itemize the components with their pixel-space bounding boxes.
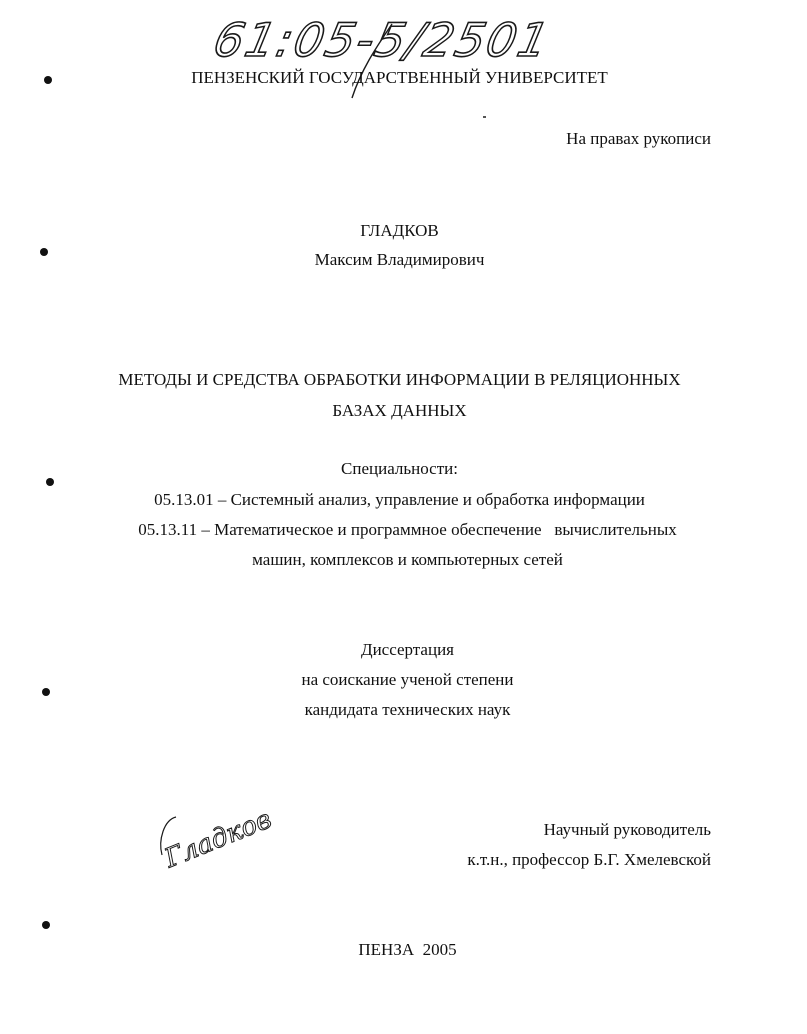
author-name: Максим Владимирович: [314, 250, 485, 269]
author-surname: ГЛАДКОВ: [360, 221, 439, 240]
city-year: ПЕНЗА 2005: [358, 940, 457, 959]
supervisor-label: Научный руководитель: [543, 820, 711, 839]
specialty-line-2: 05.13.11 – Математическое и программное обеспечение вычислительных: [138, 520, 677, 539]
author-signature: [150, 795, 276, 875]
supervisor-name: к.т.н., профессор Б.Г. Хмелевской: [467, 850, 711, 869]
scan-speck: [483, 116, 486, 118]
archive-number-text: 61:05-5/2501: [209, 13, 556, 67]
dissertation-title-line-2: БАЗАХ ДАННЫХ: [332, 401, 467, 420]
degree-line-2: на соискание ученой степени: [301, 670, 514, 689]
manuscript-note: На правах рукописи: [566, 129, 711, 148]
margin-dot: [46, 478, 54, 486]
specialties-heading: Специальности:: [341, 459, 458, 478]
university-name: ПЕНЗЕНСКИЙ ГОСУДАРСТВЕННЫЙ УНИВЕРСИТЕТ: [191, 68, 608, 87]
degree-line-3: кандидата технических наук: [304, 700, 511, 719]
dissertation-title-line-1: МЕТОДЫ И СРЕДСТВА ОБРАБОТКИ ИНФОРМАЦИИ В РЕЛЯЦИОННЫХ: [118, 370, 681, 389]
signature-text: Гладков: [160, 804, 276, 875]
degree-line-1: Диссертация: [360, 640, 454, 659]
pen-stroke: [340, 22, 400, 102]
specialty-line-3: машин, комплексов и компьютерных сетей: [252, 550, 563, 569]
specialty-line-1: 05.13.01 – Системный анализ, управление и обработка информации: [154, 490, 645, 509]
margin-dot: [42, 921, 50, 929]
